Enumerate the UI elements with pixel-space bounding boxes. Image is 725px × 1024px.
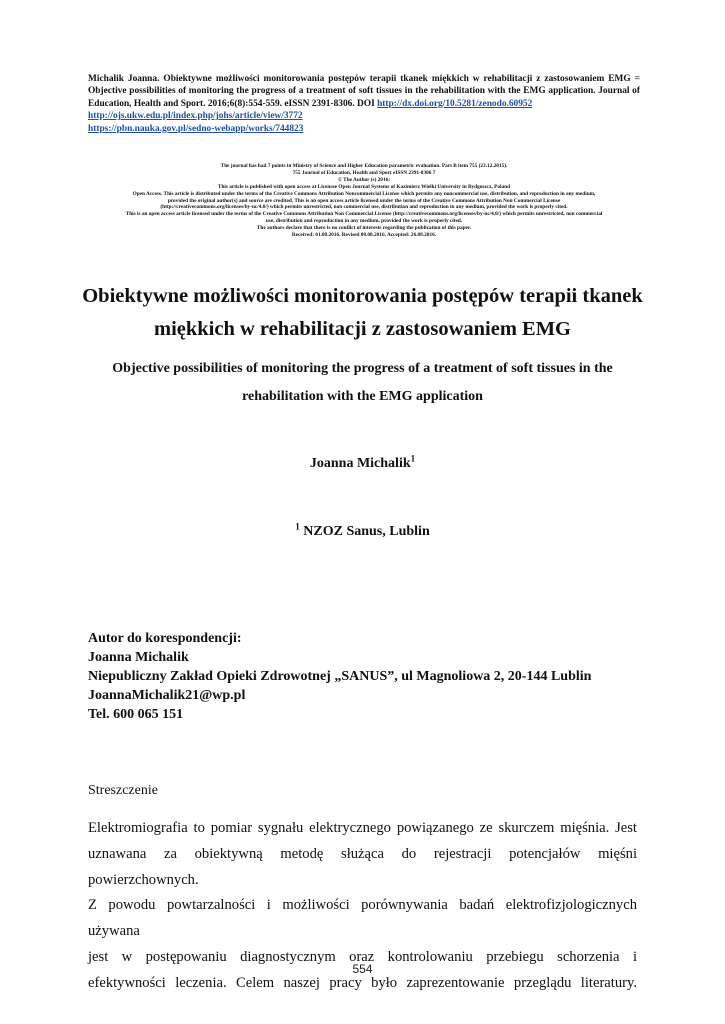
abstract-line: uznawana za obiektywną metodę służąca do rejestracji potencjałów mięśni powierzchownych. (88, 845, 637, 888)
page-number: 554 (352, 962, 373, 976)
author-name: Joanna Michalik (309, 456, 411, 471)
abstract-line: jest w postępowaniu diagnostycznym oraz kontrolowaniu przebiegu schorzenia i (88, 948, 637, 965)
license-line: use, distribution and reproduction in any medium, provided the work is properly cited. (265, 218, 463, 225)
license-line: 755 Journal of Education, Health and Sport eISSN 2391-8306 7 (292, 169, 436, 176)
paper-title-polish: Obiektywne możliwości monitorowania postępów terapii tkanek miękkich w rehabilitacji z zastosowaniem EMG (82, 285, 643, 340)
license-line: provided the original author(s) and source are credited. This is an open access article licensed under the terms of the Creative Commons Attribution Non Commercial License (167, 197, 561, 204)
correspondence-name: Joanna Michalik (88, 650, 189, 665)
license-line: © The Author (s) 2016; (337, 176, 391, 183)
abstract-line: Elektromiografia to pomiar sygnału elektrycznego powiązanego ze skurczem mięśnia. Jest (88, 820, 637, 836)
correspondence-block (88, 629, 648, 724)
correspondence-email: JoannaMichalik21@wp.pl (88, 688, 246, 703)
author-line (0, 453, 725, 472)
license-line: This article is published with open access at Licensee Open Journal Systems of Kazimierz Wielki University in Bydgoszcz, Poland (217, 183, 511, 190)
pbn-link[interactable]: https://pbn.nauka.gov.pl/sedno-webapp/works/744823 (88, 123, 304, 134)
journal-article-link[interactable]: http://ojs.ukw.edu.pl/index.php/johs/article/view/3772 (88, 111, 303, 122)
abstract-heading: Streszczenie (88, 783, 158, 798)
author-affiliation-mark: 1 (410, 453, 416, 464)
license-line: Received: 01.08.2016. Revised 08.08.2016. Accepted: 26.08.2016. (291, 232, 437, 239)
license-line: (http://creativecommons.org/licenses/by-nc/4.0/) which permits unrestricted, non commercial use, distribution and reproduction in any medium, provided the work is properly cited. (160, 204, 568, 211)
license-line: The authors declare that there is no conflict of interests regarding the publication of this paper. (256, 225, 472, 232)
citation-text: Michalik Joanna. Obiektywne możliwości monitorowania postępów terapii tkanek miękkich w rehabilitacji z zastosowaniem EMG = Objective possibilities of monitoring the progress of a treatment of soft tissues in the rehabilitation with the EMG application. Journal of Education, Health and Sport. 2016;6(8):554-559. eISSN 2391-8306. DOI (88, 74, 640, 109)
correspondence-phone: Tel. 600 065 151 (88, 707, 184, 722)
affiliation-mark: 1 (295, 521, 300, 532)
affiliation-name: NZOZ Sanus, Lublin (303, 524, 430, 539)
abstract-line: efektywności leczenia. Celem naszej pracy było zaprezentowanie przeglądu literatury. (88, 974, 637, 991)
abstract-line: Z powodu powtarzalności i możliwości porównywania badań elektrofizjologicznych używana (88, 897, 637, 940)
license-line: This is an open access article licensed under the terms of the Creative Commons Attribution Non Commercial License (http://creativecommons.org/licenses/by-nc/4.0/) which permits unrestricted, non commercial (125, 211, 603, 218)
correspondence-heading: Autor do korespondencji: (88, 631, 242, 646)
correspondence-address: Niepubliczny Zakład Opieki Zdrowotnej „SANUS”, ul Magnoliowa 2, 20-144 Lublin (88, 669, 592, 684)
affiliation-line (0, 521, 725, 540)
license-notice (84, 163, 644, 239)
license-line: Open Access. This article is distributed under the terms of the Creative Commons Attribution Noncommercial License which permits any noncommercial use, distribution, and reproduction in any medium, (132, 190, 596, 197)
paper-title-english: Objective possibilities of monitoring the progress of a treatment of soft tissues in the rehabilitation with the EMG application (112, 361, 613, 404)
citation-block (88, 73, 640, 135)
doi-link[interactable]: http://dx.doi.org/10.5281/zenodo.60952 (377, 98, 533, 109)
license-line: The journal has had 7 points in Ministry of Science and Higher Education parametric evaluation. Part B item 755 (23.12.2015). (220, 163, 508, 169)
